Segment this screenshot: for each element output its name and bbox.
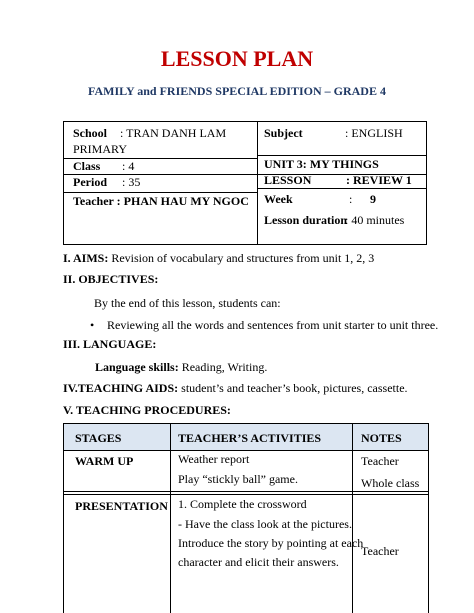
activity-line: - Have the class look at the pictures. [178, 517, 352, 531]
objectives-bullet: Reviewing all the words and sentences from unit starter to unit three. [107, 318, 439, 332]
bullet-icon: • [90, 318, 95, 332]
activity-line: Introduce the story by pointing at each [178, 536, 364, 550]
info-table [63, 121, 427, 245]
activity-line: Play “stickly ball” game. [178, 472, 298, 486]
objectives-intro: By the end of this lesson, students can: [94, 296, 281, 310]
period-label: Period [73, 175, 107, 189]
teacher-label: Teacher : PHAN HAU MY NGOC [73, 194, 249, 208]
table-row-line [63, 491, 429, 492]
header-notes: NOTES [361, 431, 402, 445]
subject-label: Subject [264, 126, 303, 140]
info-row-line [257, 188, 426, 189]
table-col-line [170, 423, 171, 613]
table-col-line [352, 423, 353, 613]
aims-label: I. AIMS: [63, 251, 109, 265]
skills-line [95, 360, 267, 375]
class-label: Class [73, 159, 101, 173]
skills-text: Reading, Writing. [178, 360, 268, 374]
table-border [428, 423, 429, 613]
info-row-line [64, 192, 257, 193]
week-label: Week [264, 192, 293, 206]
stage-warm-up: WARM UP [75, 454, 134, 468]
table-row-line [63, 494, 429, 495]
activity-line: character and elicit their answers. [178, 555, 339, 569]
header-stages: STAGES [75, 431, 122, 445]
procedures-table [63, 423, 429, 613]
language-heading: III. LANGUAGE: [63, 337, 157, 351]
lesson-label: LESSON [264, 173, 312, 187]
period-value: : 35 [122, 175, 141, 189]
note-line: Teacher [361, 544, 399, 558]
unit-label: UNIT 3: MY THINGS [264, 157, 379, 171]
table-border [63, 423, 64, 613]
info-divider [257, 122, 258, 244]
class-value: : 4 [122, 159, 135, 173]
aids-line [63, 381, 408, 396]
school-value-cont: PRIMARY [73, 142, 128, 156]
header-activities: TEACHER’S ACTIVITIES [178, 431, 322, 445]
school-label: School [73, 126, 108, 140]
note-line: Teacher [361, 454, 399, 468]
week-colon: : [349, 192, 353, 206]
info-row-line [257, 155, 426, 156]
stage-presentation: PRESENTATION [75, 499, 168, 513]
activity-line: Weather report [178, 452, 250, 466]
aids-text: student’s and teacher’s book, pictures, cassette. [178, 381, 408, 395]
procedures-heading: V. TEACHING PROCEDURES: [63, 403, 231, 417]
school-value: : TRAN DANH LAM [120, 126, 227, 140]
duration-label: Lesson duration [264, 213, 348, 227]
duration-value: : 40 minutes [345, 213, 405, 227]
aims-line [63, 251, 374, 266]
note-line: Whole class [361, 476, 420, 490]
week-value: 9 [370, 192, 376, 206]
page-title: LESSON PLAN [160, 46, 314, 71]
aids-label: IV.TEACHING AIDS: [63, 381, 179, 395]
table-border [63, 423, 429, 424]
objectives-heading: II. OBJECTIVES: [63, 272, 159, 286]
page-subtitle: FAMILY and FRIENDS SPECIAL EDITION – GRADE 4 [88, 84, 386, 98]
activity-line: 1. Complete the crossword [178, 497, 307, 511]
skills-label: Language skills: [95, 360, 179, 374]
lesson-value: : REVIEW 1 [346, 173, 412, 187]
subject-value: : ENGLISH [345, 126, 403, 140]
aims-text: Revision of vocabulary and structures from unit 1, 2, 3 [108, 251, 375, 265]
